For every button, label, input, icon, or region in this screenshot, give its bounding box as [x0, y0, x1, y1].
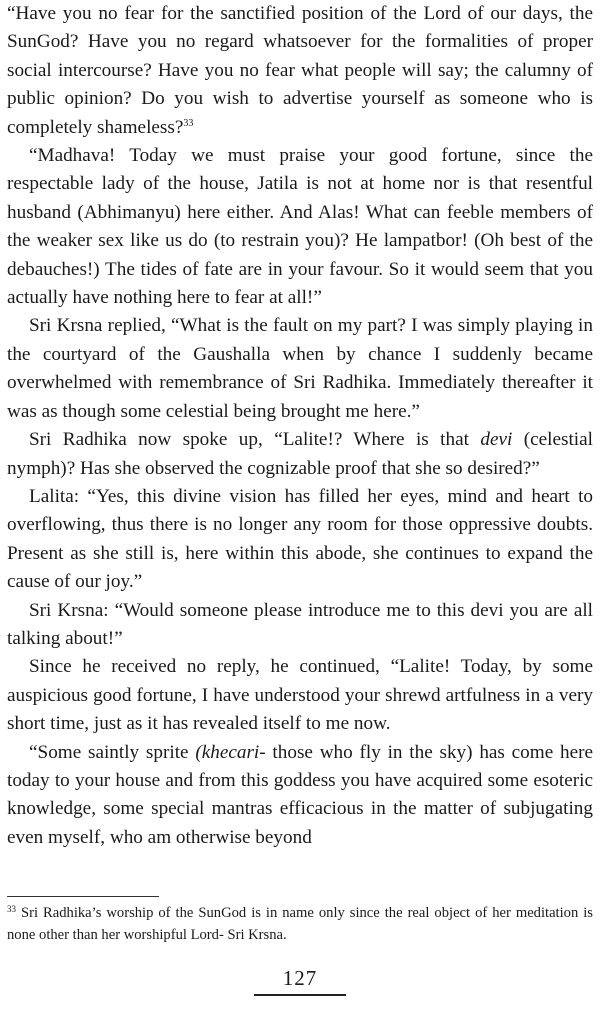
paragraph-8: [7, 739, 593, 853]
footnote: [7, 902, 593, 946]
paragraph-text: Sri Krsna: “Would someone please introduce me to this devi you are all talking about!”: [7, 599, 593, 649]
main-text: [7, 0, 593, 852]
footnote-marker: 33: [7, 904, 16, 914]
paragraph-5: [7, 483, 593, 597]
paragraph-text: “Madhava! Today we must praise your good fortune, since the respectable lady of the house, Jatila is not at home nor is that resentful husband (Abhimanyu) here either. And Alas! What can feeble members of the weaker sex like us do (to restrain you)? He lampatbor! (Oh best of the debauches!) The tides of fate are in your favour. So it would seem that you actually have nothing here to fear at all!”: [7, 145, 593, 309]
paragraph-text: those who fly in the sky) has come here today to your house and from this goddess you have acquired some esoteric knowledge, some special mantras efficacious in the matter of subjugating even myself, who am otherwise beyond: [7, 741, 593, 848]
page-body: [7, 0, 593, 852]
italic-term: (khecari-: [195, 741, 266, 763]
italic-term: devi: [480, 429, 513, 451]
footnote-divider: [7, 896, 159, 897]
paragraph-2: [7, 142, 593, 312]
paragraph-text: Since he received no reply, he continued, “Lalite! Today, by some auspicious good fortune, I have understood your shrewd artfulness in a very short time, just as it has revealed itself to me now.: [7, 656, 593, 735]
paragraph-4: [7, 426, 593, 483]
paragraph-6: [7, 597, 593, 654]
page-number-underline: [254, 994, 346, 996]
paragraph-3: [7, 312, 593, 426]
paragraph-text: Lalita: “Yes, this divine vision has filled her eyes, mind and heart to overflowing, thus there is no longer any room for those oppressive doubts. Present as she still is, here within this abode, she continues to expand the cause of our joy.”: [7, 485, 593, 593]
paragraph-7: [7, 653, 593, 738]
paragraph-text: Sri Krsna replied, “What is the fault on my part? I was simply playing in the courtyard of the Gaushalla when by chance I suddenly became overwhelmed with remembrance of Sri Radhika. Immediately thereafter it was as though some celestial being brought me here.”: [7, 315, 593, 422]
paragraph-text: “Have you no fear for the sanctified position of the Lord of our days, the SunGod? Have you no regard whatsoever for the formalities of proper social intercourse? Have you no fear what people will say; the calumny of public opinion? Do you wish to advertise yourself as someone who is completely shameless?: [7, 3, 593, 138]
footnote-text: Sri Radhika’s worship of the SunGod is in name only since the real object of her meditation is none other than her worshipful Lord- Sri Krsna.: [7, 905, 593, 943]
paragraph-text: “Some saintly sprite: [29, 741, 196, 763]
paragraph-1: [7, 0, 593, 142]
page-number: 127: [282, 966, 318, 990]
paragraph-text: (celestial nymph)? Has she observed the cognizable proof that she so desired?”: [7, 429, 593, 479]
footnote-reference: 33: [183, 117, 194, 129]
paragraph-text: Sri Radhika now spoke up, “Lalite!? Where is that: [29, 429, 481, 451]
